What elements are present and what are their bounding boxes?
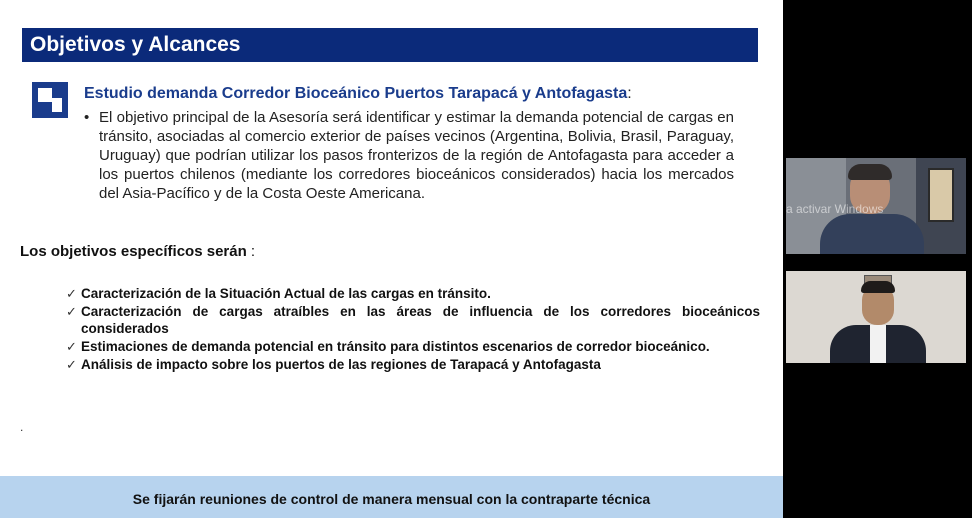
video-tile-participant-2[interactable] — [786, 271, 966, 363]
video-tile-participant-1[interactable] — [786, 158, 966, 254]
objective-text: Estimaciones de demanda potencial en tránsito para distintos escenarios de corredor bioceánico. — [81, 339, 710, 354]
slide-title: Objetivos y Alcances — [22, 28, 758, 62]
windows-activation-watermark: a activar Windows — [786, 202, 884, 216]
objectives-list — [66, 285, 760, 374]
study-title-colon: : — [627, 85, 632, 102]
list-item — [66, 303, 760, 337]
objective-text: Caracterización de cargas atraíbles en las áreas de influencia de los corredores bioceánicos considerados — [81, 304, 760, 336]
check-icon: ✓ — [66, 357, 77, 372]
footer-banner: Se fijarán reuniones de control de manera mensual con la contraparte técnica — [0, 476, 783, 518]
check-icon: ✓ — [66, 304, 77, 319]
participant-body — [820, 214, 924, 254]
list-item — [66, 338, 760, 355]
stray-mark: . — [20, 420, 24, 434]
list-item — [66, 356, 760, 373]
check-icon: ✓ — [66, 339, 77, 354]
objective-text: Caracterización de la Situación Actual de las cargas en tránsito. — [81, 286, 491, 301]
objectives-heading — [20, 243, 255, 260]
study-description — [84, 108, 734, 203]
logo-icon — [32, 82, 68, 118]
bullet-icon: • — [84, 109, 90, 126]
check-icon: ✓ — [66, 286, 77, 301]
objective-text: Análisis de impacto sobre los puertos de las regiones de Tarapacá y Antofagasta — [81, 357, 601, 372]
objectives-heading-suffix: : — [246, 243, 256, 260]
list-item — [66, 285, 760, 302]
objectives-heading-text: Los objetivos específicos serán — [20, 243, 247, 260]
study-title-text: Estudio demanda Corredor Bioceánico Puertos Tarapacá y Antofagasta — [84, 85, 628, 102]
study-description-text: El objetivo principal de la Asesoría será identificar y estimar la demanda potencial de cargas en tránsito, asociadas al comercio exterior de países vecinos (Argentina, Bolivia, Brasil, Paraguay, Uruguay) que podrían utilizar los pasos fronterizos de la región de Antofagasta para acceder a los puertos chilenos (mediante los corredores bioceánicos considerados) hacia los mercados del Asia-Pacífico y de la Costa Oeste Americana. — [99, 109, 734, 202]
study-title — [84, 85, 632, 103]
